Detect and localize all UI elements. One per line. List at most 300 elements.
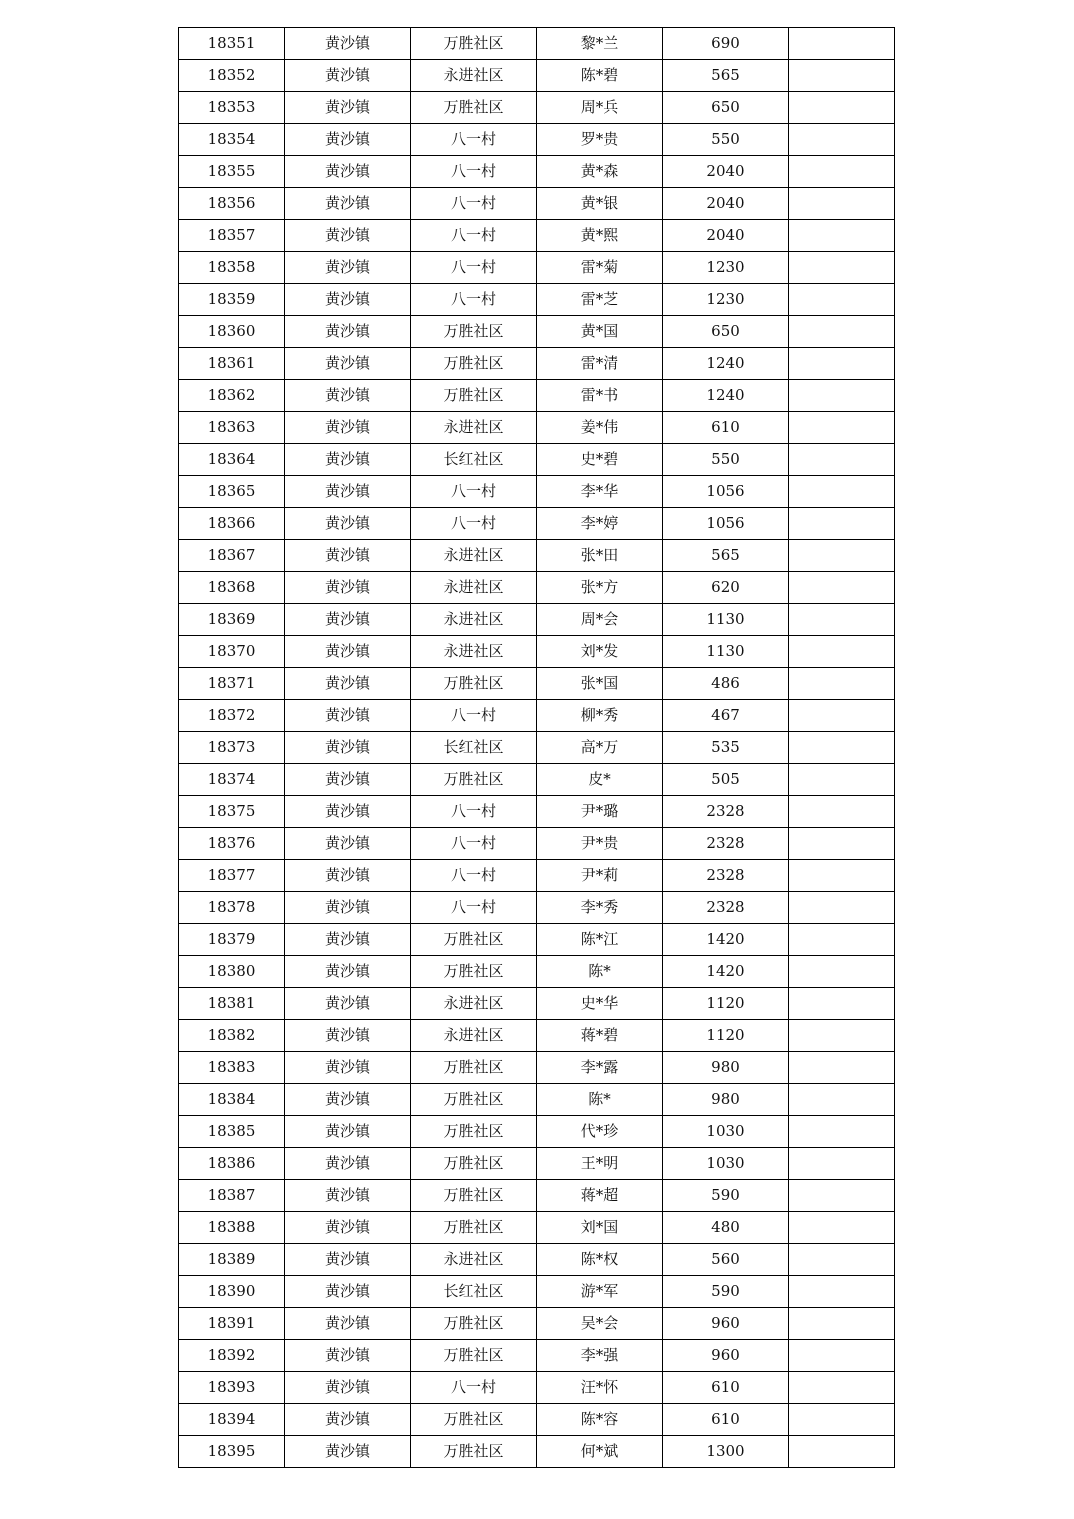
cell-note: [789, 92, 895, 124]
cell-serial-number: 18393: [179, 1372, 285, 1404]
cell-town: 黄沙镇: [285, 1436, 411, 1468]
cell-name: 黄*熙: [537, 220, 663, 252]
cell-name: 陈*: [537, 956, 663, 988]
cell-village: 万胜社区: [411, 348, 537, 380]
cell-name: 黄*森: [537, 156, 663, 188]
cell-note: [789, 1276, 895, 1308]
cell-amount: 2040: [663, 156, 789, 188]
cell-serial-number: 18387: [179, 1180, 285, 1212]
cell-town: 黄沙镇: [285, 924, 411, 956]
cell-amount: 1230: [663, 284, 789, 316]
cell-amount: 1300: [663, 1436, 789, 1468]
table-row: [179, 124, 895, 156]
cell-town: 黄沙镇: [285, 156, 411, 188]
cell-serial-number: 18388: [179, 1212, 285, 1244]
cell-name: 吴*会: [537, 1308, 663, 1340]
cell-name: 李*露: [537, 1052, 663, 1084]
cell-note: [789, 380, 895, 412]
table-row: [179, 1308, 895, 1340]
cell-amount: 650: [663, 92, 789, 124]
cell-note: [789, 28, 895, 60]
cell-note: [789, 476, 895, 508]
table-row: [179, 156, 895, 188]
cell-name: 雷*芝: [537, 284, 663, 316]
cell-serial-number: 18359: [179, 284, 285, 316]
cell-note: [789, 188, 895, 220]
cell-amount: 486: [663, 668, 789, 700]
table-row: [179, 892, 895, 924]
cell-serial-number: 18372: [179, 700, 285, 732]
cell-name: 黄*银: [537, 188, 663, 220]
table-row: [179, 220, 895, 252]
cell-note: [789, 572, 895, 604]
cell-serial-number: 18366: [179, 508, 285, 540]
cell-note: [789, 1212, 895, 1244]
table-row: [179, 700, 895, 732]
cell-town: 黄沙镇: [285, 1340, 411, 1372]
cell-serial-number: 18395: [179, 1436, 285, 1468]
cell-town: 黄沙镇: [285, 1020, 411, 1052]
cell-amount: 480: [663, 1212, 789, 1244]
cell-note: [789, 444, 895, 476]
cell-note: [789, 1404, 895, 1436]
cell-serial-number: 18360: [179, 316, 285, 348]
cell-village: 八一村: [411, 124, 537, 156]
table-row: [179, 284, 895, 316]
table-row: [179, 540, 895, 572]
cell-serial-number: 18386: [179, 1148, 285, 1180]
cell-town: 黄沙镇: [285, 1372, 411, 1404]
cell-town: 黄沙镇: [285, 636, 411, 668]
cell-name: 刘*国: [537, 1212, 663, 1244]
cell-name: 李*婷: [537, 508, 663, 540]
cell-amount: 960: [663, 1308, 789, 1340]
cell-town: 黄沙镇: [285, 668, 411, 700]
cell-serial-number: 18363: [179, 412, 285, 444]
cell-serial-number: 18354: [179, 124, 285, 156]
cell-amount: 2328: [663, 892, 789, 924]
cell-serial-number: 18361: [179, 348, 285, 380]
cell-serial-number: 18392: [179, 1340, 285, 1372]
table-row: [179, 476, 895, 508]
cell-amount: 960: [663, 1340, 789, 1372]
cell-amount: 1056: [663, 508, 789, 540]
cell-amount: 980: [663, 1052, 789, 1084]
cell-village: 八一村: [411, 156, 537, 188]
cell-name: 姜*伟: [537, 412, 663, 444]
cell-amount: 1130: [663, 636, 789, 668]
cell-town: 黄沙镇: [285, 60, 411, 92]
cell-amount: 590: [663, 1276, 789, 1308]
table-row: [179, 924, 895, 956]
cell-village: 万胜社区: [411, 380, 537, 412]
cell-amount: 2328: [663, 860, 789, 892]
cell-town: 黄沙镇: [285, 124, 411, 156]
cell-note: [789, 604, 895, 636]
table-row: [179, 604, 895, 636]
cell-serial-number: 18365: [179, 476, 285, 508]
cell-town: 黄沙镇: [285, 252, 411, 284]
cell-town: 黄沙镇: [285, 348, 411, 380]
cell-village: 八一村: [411, 508, 537, 540]
cell-name: 罗*贵: [537, 124, 663, 156]
cell-note: [789, 252, 895, 284]
cell-serial-number: 18382: [179, 1020, 285, 1052]
cell-village: 长红社区: [411, 1276, 537, 1308]
cell-town: 黄沙镇: [285, 732, 411, 764]
cell-serial-number: 18356: [179, 188, 285, 220]
cell-serial-number: 18370: [179, 636, 285, 668]
table-row: [179, 828, 895, 860]
cell-name: 李*强: [537, 1340, 663, 1372]
cell-note: [789, 1148, 895, 1180]
cell-name: 陈*江: [537, 924, 663, 956]
cell-note: [789, 796, 895, 828]
cell-village: 八一村: [411, 700, 537, 732]
cell-name: 陈*: [537, 1084, 663, 1116]
cell-village: 八一村: [411, 476, 537, 508]
cell-town: 黄沙镇: [285, 700, 411, 732]
cell-village: 永进社区: [411, 1020, 537, 1052]
data-table: [178, 27, 895, 1468]
cell-note: [789, 1244, 895, 1276]
cell-serial-number: 18375: [179, 796, 285, 828]
cell-village: 万胜社区: [411, 1148, 537, 1180]
table-row: [179, 444, 895, 476]
cell-amount: 610: [663, 1372, 789, 1404]
cell-name: 陈*碧: [537, 60, 663, 92]
cell-town: 黄沙镇: [285, 508, 411, 540]
cell-amount: 1420: [663, 956, 789, 988]
cell-village: 八一村: [411, 892, 537, 924]
cell-amount: 550: [663, 444, 789, 476]
cell-note: [789, 1180, 895, 1212]
cell-name: 李*秀: [537, 892, 663, 924]
table-row: [179, 764, 895, 796]
cell-name: 汪*怀: [537, 1372, 663, 1404]
cell-town: 黄沙镇: [285, 604, 411, 636]
table-row: [179, 988, 895, 1020]
cell-serial-number: 18358: [179, 252, 285, 284]
cell-serial-number: 18390: [179, 1276, 285, 1308]
table-row: [179, 860, 895, 892]
cell-name: 皮*: [537, 764, 663, 796]
table-row: [179, 508, 895, 540]
cell-amount: 620: [663, 572, 789, 604]
cell-name: 李*华: [537, 476, 663, 508]
cell-amount: 565: [663, 540, 789, 572]
cell-village: 永进社区: [411, 604, 537, 636]
cell-note: [789, 508, 895, 540]
cell-serial-number: 18369: [179, 604, 285, 636]
cell-amount: 1130: [663, 604, 789, 636]
table-row: [179, 1404, 895, 1436]
cell-village: 万胜社区: [411, 1052, 537, 1084]
cell-name: 陈*权: [537, 1244, 663, 1276]
cell-note: [789, 220, 895, 252]
cell-note: [789, 348, 895, 380]
cell-amount: 980: [663, 1084, 789, 1116]
cell-note: [789, 1052, 895, 1084]
cell-note: [789, 124, 895, 156]
table-row: [179, 1372, 895, 1404]
table-row: [179, 1180, 895, 1212]
cell-note: [789, 284, 895, 316]
table-row: [179, 348, 895, 380]
cell-village: 八一村: [411, 796, 537, 828]
table-row: [179, 380, 895, 412]
cell-village: 万胜社区: [411, 92, 537, 124]
cell-serial-number: 18376: [179, 828, 285, 860]
cell-village: 永进社区: [411, 988, 537, 1020]
cell-town: 黄沙镇: [285, 284, 411, 316]
cell-serial-number: 18389: [179, 1244, 285, 1276]
cell-amount: 590: [663, 1180, 789, 1212]
cell-village: 八一村: [411, 284, 537, 316]
cell-serial-number: 18394: [179, 1404, 285, 1436]
table-row: [179, 60, 895, 92]
cell-name: 张*国: [537, 668, 663, 700]
cell-village: 永进社区: [411, 412, 537, 444]
table-row: [179, 668, 895, 700]
cell-serial-number: 18385: [179, 1116, 285, 1148]
cell-serial-number: 18352: [179, 60, 285, 92]
cell-amount: 1120: [663, 1020, 789, 1052]
cell-village: 万胜社区: [411, 1404, 537, 1436]
cell-amount: 565: [663, 60, 789, 92]
cell-serial-number: 18357: [179, 220, 285, 252]
cell-name: 雷*菊: [537, 252, 663, 284]
table-row: [179, 1276, 895, 1308]
cell-note: [789, 636, 895, 668]
cell-serial-number: 18377: [179, 860, 285, 892]
cell-amount: 690: [663, 28, 789, 60]
cell-town: 黄沙镇: [285, 860, 411, 892]
cell-town: 黄沙镇: [285, 92, 411, 124]
cell-amount: 2040: [663, 220, 789, 252]
cell-note: [789, 156, 895, 188]
cell-amount: 1230: [663, 252, 789, 284]
cell-name: 张*方: [537, 572, 663, 604]
cell-town: 黄沙镇: [285, 764, 411, 796]
table-row: [179, 92, 895, 124]
cell-town: 黄沙镇: [285, 380, 411, 412]
cell-town: 黄沙镇: [285, 1052, 411, 1084]
cell-amount: 550: [663, 124, 789, 156]
cell-serial-number: 18371: [179, 668, 285, 700]
cell-note: [789, 988, 895, 1020]
cell-village: 万胜社区: [411, 764, 537, 796]
cell-note: [789, 60, 895, 92]
cell-serial-number: 18383: [179, 1052, 285, 1084]
table-row: [179, 1116, 895, 1148]
cell-serial-number: 18367: [179, 540, 285, 572]
cell-amount: 2328: [663, 828, 789, 860]
cell-note: [789, 1308, 895, 1340]
cell-village: 万胜社区: [411, 28, 537, 60]
cell-serial-number: 18373: [179, 732, 285, 764]
cell-note: [789, 1084, 895, 1116]
cell-village: 八一村: [411, 188, 537, 220]
table-row: [179, 1084, 895, 1116]
cell-name: 尹*莉: [537, 860, 663, 892]
cell-note: [789, 1116, 895, 1148]
cell-serial-number: 18379: [179, 924, 285, 956]
cell-town: 黄沙镇: [285, 572, 411, 604]
cell-serial-number: 18384: [179, 1084, 285, 1116]
cell-town: 黄沙镇: [285, 988, 411, 1020]
cell-note: [789, 924, 895, 956]
cell-serial-number: 18378: [179, 892, 285, 924]
table-row: [179, 1244, 895, 1276]
cell-serial-number: 18374: [179, 764, 285, 796]
cell-name: 张*田: [537, 540, 663, 572]
table-row: [179, 412, 895, 444]
cell-name: 黄*国: [537, 316, 663, 348]
cell-town: 黄沙镇: [285, 828, 411, 860]
cell-amount: 610: [663, 1404, 789, 1436]
cell-village: 万胜社区: [411, 1084, 537, 1116]
cell-town: 黄沙镇: [285, 892, 411, 924]
cell-name: 雷*书: [537, 380, 663, 412]
cell-village: 八一村: [411, 220, 537, 252]
table-row: [179, 1340, 895, 1372]
cell-town: 黄沙镇: [285, 444, 411, 476]
cell-serial-number: 18351: [179, 28, 285, 60]
cell-amount: 535: [663, 732, 789, 764]
cell-name: 游*军: [537, 1276, 663, 1308]
cell-note: [789, 860, 895, 892]
table-row: [179, 28, 895, 60]
cell-town: 黄沙镇: [285, 1116, 411, 1148]
cell-note: [789, 1340, 895, 1372]
cell-village: 万胜社区: [411, 1436, 537, 1468]
cell-name: 蒋*超: [537, 1180, 663, 1212]
cell-note: [789, 316, 895, 348]
table-row: [179, 1148, 895, 1180]
cell-town: 黄沙镇: [285, 28, 411, 60]
table-row: [179, 796, 895, 828]
cell-village: 八一村: [411, 252, 537, 284]
table-row: [179, 1212, 895, 1244]
cell-note: [789, 828, 895, 860]
cell-note: [789, 892, 895, 924]
cell-town: 黄沙镇: [285, 1276, 411, 1308]
table-row: [179, 1020, 895, 1052]
cell-town: 黄沙镇: [285, 188, 411, 220]
cell-name: 刘*发: [537, 636, 663, 668]
cell-amount: 1030: [663, 1148, 789, 1180]
cell-village: 万胜社区: [411, 316, 537, 348]
cell-name: 周*会: [537, 604, 663, 636]
cell-amount: 1240: [663, 380, 789, 412]
cell-village: 万胜社区: [411, 1340, 537, 1372]
cell-village: 万胜社区: [411, 1180, 537, 1212]
cell-village: 八一村: [411, 860, 537, 892]
cell-note: [789, 412, 895, 444]
cell-name: 尹*贵: [537, 828, 663, 860]
cell-town: 黄沙镇: [285, 1180, 411, 1212]
cell-name: 史*华: [537, 988, 663, 1020]
cell-village: 永进社区: [411, 1244, 537, 1276]
table-row: [179, 572, 895, 604]
cell-serial-number: 18355: [179, 156, 285, 188]
table-row: [179, 1436, 895, 1468]
cell-town: 黄沙镇: [285, 1404, 411, 1436]
cell-serial-number: 18364: [179, 444, 285, 476]
cell-name: 雷*清: [537, 348, 663, 380]
cell-village: 八一村: [411, 828, 537, 860]
cell-village: 万胜社区: [411, 668, 537, 700]
table-row: [179, 956, 895, 988]
cell-amount: 1120: [663, 988, 789, 1020]
cell-town: 黄沙镇: [285, 540, 411, 572]
cell-amount: 467: [663, 700, 789, 732]
cell-name: 尹*璐: [537, 796, 663, 828]
table-body: [179, 28, 895, 1468]
cell-name: 蒋*碧: [537, 1020, 663, 1052]
cell-note: [789, 1436, 895, 1468]
cell-village: 永进社区: [411, 572, 537, 604]
cell-town: 黄沙镇: [285, 1244, 411, 1276]
cell-village: 长红社区: [411, 444, 537, 476]
cell-town: 黄沙镇: [285, 1308, 411, 1340]
cell-serial-number: 18381: [179, 988, 285, 1020]
cell-note: [789, 668, 895, 700]
table-row: [179, 188, 895, 220]
cell-town: 黄沙镇: [285, 316, 411, 348]
table-row: [179, 732, 895, 764]
table-row: [179, 252, 895, 284]
cell-amount: 2328: [663, 796, 789, 828]
cell-name: 周*兵: [537, 92, 663, 124]
cell-serial-number: 18362: [179, 380, 285, 412]
cell-name: 代*珍: [537, 1116, 663, 1148]
cell-note: [789, 732, 895, 764]
cell-amount: 560: [663, 1244, 789, 1276]
cell-town: 黄沙镇: [285, 476, 411, 508]
cell-amount: 505: [663, 764, 789, 796]
table-row: [179, 1052, 895, 1084]
cell-town: 黄沙镇: [285, 1212, 411, 1244]
cell-village: 长红社区: [411, 732, 537, 764]
cell-village: 万胜社区: [411, 1116, 537, 1148]
cell-village: 永进社区: [411, 60, 537, 92]
cell-amount: 1420: [663, 924, 789, 956]
table-row: [179, 316, 895, 348]
cell-note: [789, 956, 895, 988]
cell-name: 陈*容: [537, 1404, 663, 1436]
cell-town: 黄沙镇: [285, 1084, 411, 1116]
cell-village: 万胜社区: [411, 956, 537, 988]
cell-amount: 610: [663, 412, 789, 444]
cell-serial-number: 18380: [179, 956, 285, 988]
cell-village: 万胜社区: [411, 1308, 537, 1340]
cell-name: 史*碧: [537, 444, 663, 476]
cell-village: 永进社区: [411, 636, 537, 668]
cell-amount: 650: [663, 316, 789, 348]
cell-amount: 1240: [663, 348, 789, 380]
cell-village: 永进社区: [411, 540, 537, 572]
cell-note: [789, 764, 895, 796]
cell-name: 柳*秀: [537, 700, 663, 732]
cell-name: 何*斌: [537, 1436, 663, 1468]
cell-serial-number: 18368: [179, 572, 285, 604]
cell-serial-number: 18391: [179, 1308, 285, 1340]
cell-amount: 1056: [663, 476, 789, 508]
cell-amount: 2040: [663, 188, 789, 220]
cell-town: 黄沙镇: [285, 220, 411, 252]
